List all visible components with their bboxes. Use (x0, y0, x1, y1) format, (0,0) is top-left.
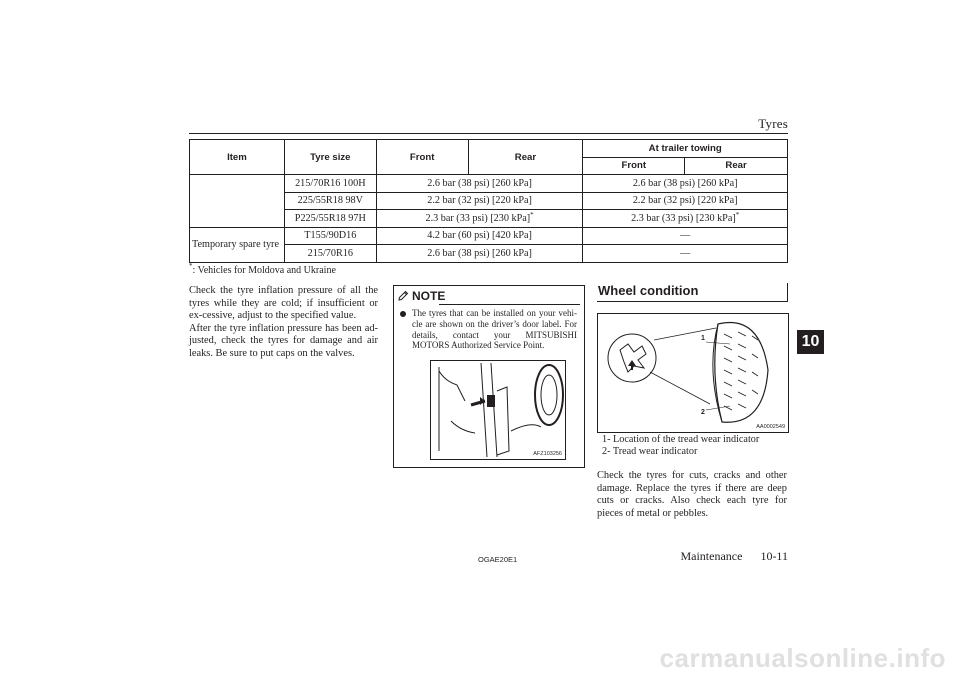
paragraph: After the tyre inflation pressure has been ad-justed, check the tyres for damage and air leaks. Be sure to put caps on the valves. (189, 322, 378, 359)
cell-trailer-pressure: — (583, 245, 788, 263)
header-item: Item (190, 140, 285, 175)
cell-trailer-pressure: 2.6 bar (38 psi) [260 kPa] (583, 175, 788, 193)
figure-code: AA0002549 (756, 424, 785, 430)
inflation-instructions (189, 285, 378, 361)
callout-2: 2 (701, 409, 705, 416)
header-trailer-front: Front (583, 157, 685, 175)
cell-size: 225/55R18 98V (284, 192, 376, 210)
note-pencil-icon (397, 290, 409, 302)
note-text: The tyres that can be installed on your vehi-cle are shown on the driver’s door label. For details, contact your MITSUBISHI MOTORS Authorized Service Point. (412, 308, 577, 351)
tyre-illustration-icon (598, 314, 788, 432)
cell-pressure: 2.6 bar (38 psi) [260 kPa] (376, 175, 583, 193)
paragraph: Check the tyre inflation pressure of all the tyres while they are cold; if insufficient or ex-cessive, adjust to the specified value. (189, 285, 378, 322)
page-footer (680, 549, 788, 564)
figure-legend (602, 434, 759, 458)
cell-trailer-pressure: 2.2 bar (32 psi) [220 kPa] (583, 192, 788, 210)
legend-item: 1- Location of the tread wear indicator (602, 434, 760, 445)
cell-trailer-pressure: 2.3 bar (33 psi) [230 kPa]* (583, 210, 788, 228)
note-box (393, 285, 585, 468)
table-footnote: *: Vehicles for Moldova and Ukraine (189, 262, 336, 276)
table-row (190, 175, 788, 193)
cell-size: T155/90D16 (284, 227, 376, 245)
header-rear: Rear (468, 140, 583, 175)
header-tyre-size: Tyre size (284, 140, 376, 175)
tyre-pressure-table (189, 139, 788, 263)
cell-size: 215/70R16 100H (284, 175, 376, 193)
door-illustration-icon (431, 361, 565, 459)
running-header: Tyres (758, 116, 788, 131)
cell-item: Temporary spare tyre (190, 227, 285, 262)
door-label-illustration (430, 360, 566, 460)
cell-pressure: 2.2 bar (32 psi) [220 kPa] (376, 192, 583, 210)
footnote-mark: * (735, 210, 740, 219)
figure-code: AFZ103256 (533, 451, 562, 457)
header-front: Front (376, 140, 468, 175)
watermark: carmanualsonline.info (659, 643, 946, 673)
chapter-tab: 10 (797, 330, 824, 354)
note-label: NOTE (412, 289, 446, 303)
note-header (397, 289, 445, 303)
header-trailer-rear: Rear (685, 157, 788, 175)
header-trailer: At trailer towing (583, 140, 788, 158)
footnote-mark: * (530, 210, 534, 219)
footer-section: Maintenance (680, 549, 743, 563)
cell-size: P225/55R18 97H (284, 210, 376, 228)
cell-pressure: 4.2 bar (60 psi) [420 kPa] (376, 227, 583, 245)
callout-1: 1 (701, 335, 705, 342)
table-row (190, 227, 788, 245)
cell-size: 215/70R16 (284, 245, 376, 263)
cell-item (190, 175, 285, 228)
section-title: Wheel condition (597, 283, 788, 302)
bullet-icon (400, 311, 406, 317)
page-number: 10-11 (760, 549, 788, 563)
header-rule (189, 133, 788, 134)
legend-item: 2- Tread wear indicator (602, 446, 698, 457)
wheel-condition-text: Check the tyres for cuts, cracks and other damage. Replace the tyres if there are deep cuts or cracks. Also check each tyre for pieces of metal or pebbles. (597, 470, 787, 519)
cell-pressure: 2.3 bar (33 psi) [230 kPa]* (376, 210, 583, 228)
document-code: OGAE20E1 (478, 555, 518, 564)
note-rule (439, 304, 580, 305)
cell-pressure: 2.6 bar (38 psi) [260 kPa] (376, 245, 583, 263)
tread-wear-illustration (597, 313, 789, 433)
cell-trailer-pressure: — (583, 227, 788, 245)
